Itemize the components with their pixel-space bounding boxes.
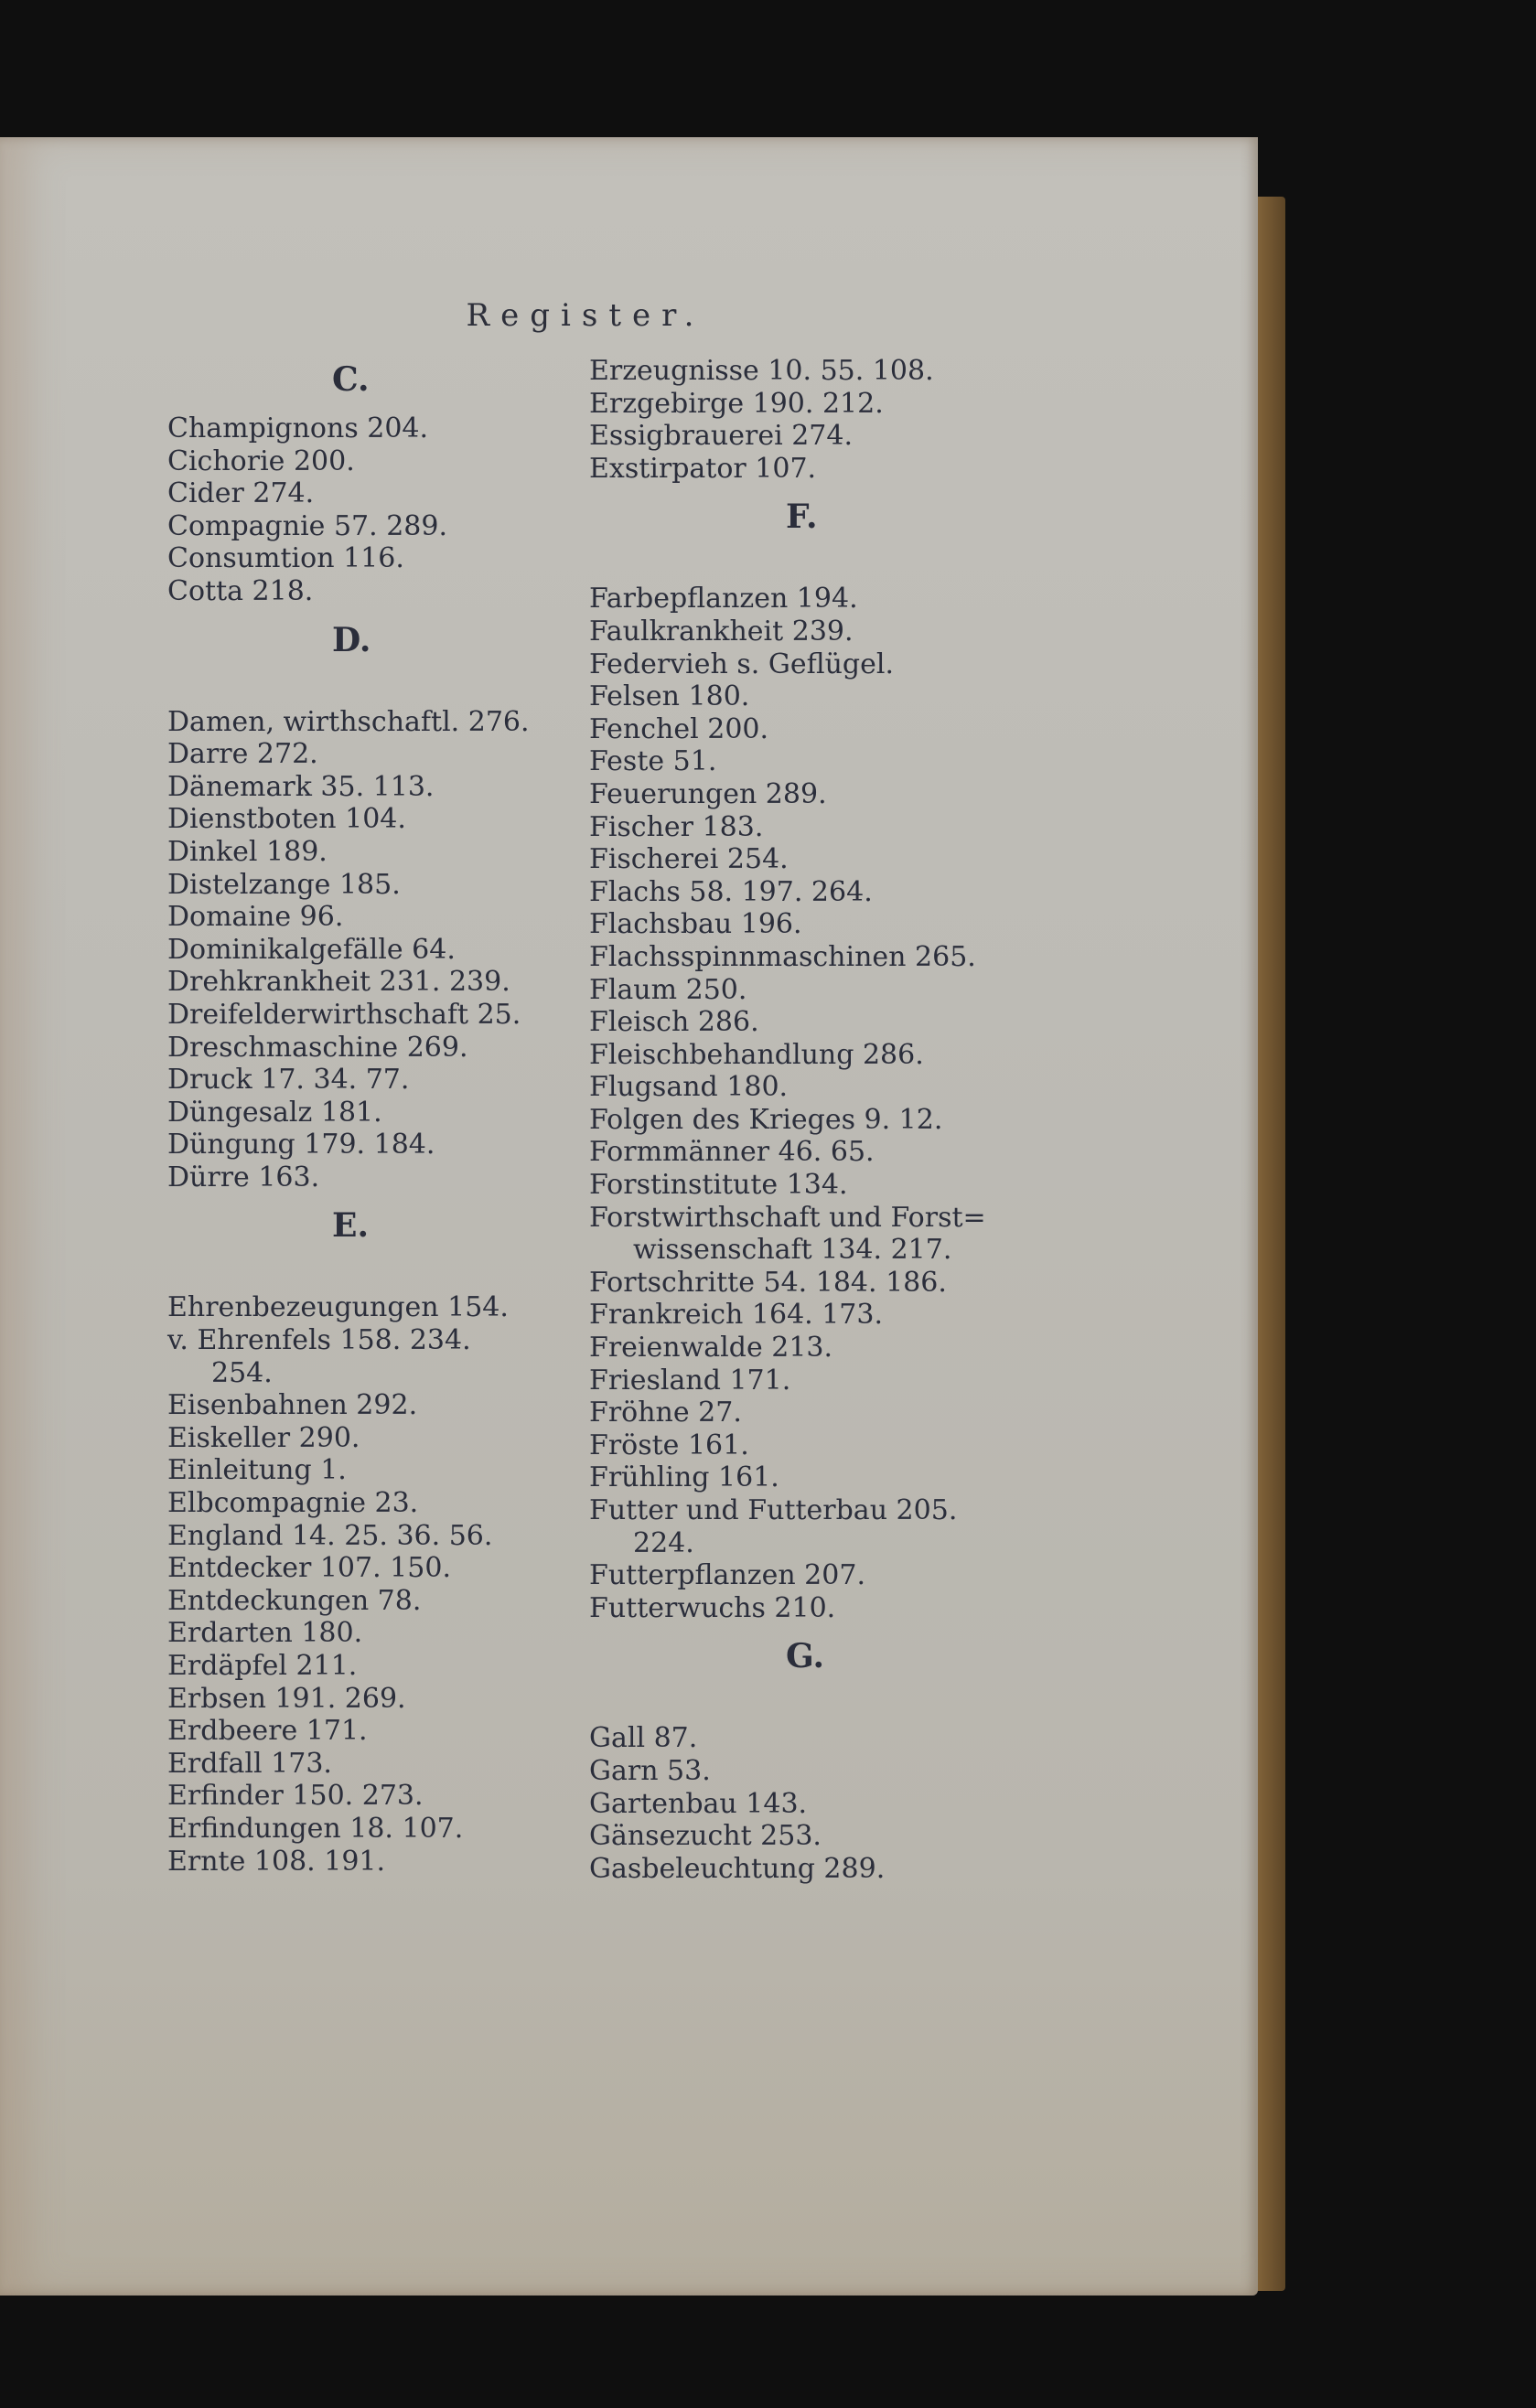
index-entry: Dominikalgefälle 64. — [167, 933, 456, 966]
index-entry: Ehrenbezeugungen 154. — [167, 1291, 509, 1324]
index-entry: Feste 51. — [589, 745, 717, 778]
index-entry: Cotta 218. — [167, 574, 314, 607]
index-entry: Düngung 179. 184. — [167, 1129, 435, 1161]
index-entry: Eiskeller 290. — [167, 1421, 360, 1454]
index-column-left — [167, 348, 588, 1878]
section-letter: D. — [332, 620, 371, 659]
index-entry: Fortschritte 54. 184. 186. — [589, 1266, 947, 1299]
index-entry-continuation: wissenschaft 134. 217. — [633, 1234, 952, 1267]
index-entry: Frankreich 164. 173. — [589, 1299, 884, 1332]
index-entry: Farbepflanzen 194. — [589, 583, 858, 615]
index-entry: Erdarten 180. — [167, 1617, 363, 1650]
index-entry: Erfinder 150. 273. — [167, 1780, 424, 1813]
index-entry: Fleischbehandlung 286. — [589, 1038, 924, 1071]
index-entry: Forstwirthschaft und Forst= — [589, 1201, 986, 1234]
index-column-right — [589, 355, 1028, 1885]
index-entry: Domaine 96. — [167, 901, 344, 934]
index-entry: Futter und Futterbau 205. — [589, 1494, 958, 1526]
index-entry: Eisenbahnen 292. — [167, 1389, 418, 1422]
index-entry: Fischer 183. — [589, 810, 764, 843]
index-entry: Dürre 163. — [167, 1161, 320, 1193]
index-entry: Darre 272. — [167, 738, 318, 771]
index-entry: Entdeckungen 78. — [167, 1584, 422, 1617]
index-entry: Fleisch 286. — [589, 1006, 759, 1039]
index-entry: Dänemark 35. 113. — [167, 770, 435, 803]
index-entry: Federvieh s. Geflügel. — [589, 647, 894, 680]
index-entry: Felsen 180. — [589, 680, 750, 713]
index-entry: Forstinstitute 134. — [589, 1169, 848, 1202]
index-entry: Erdbeere 171. — [167, 1715, 368, 1748]
index-entry: Flugsand 180. — [589, 1071, 789, 1104]
index-entry: Gall 87. — [589, 1722, 698, 1755]
index-entry: Flachsspinnmaschinen 265. — [589, 940, 976, 973]
index-entry: Elbcompagnie 23. — [167, 1487, 419, 1520]
index-entry: Düngesalz 181. — [167, 1096, 382, 1129]
index-entry: Erzeugnisse 10. 55. 108. — [589, 355, 934, 387]
section-letter: F. — [786, 498, 818, 537]
index-entry: Damen, wirthschaftl. 276. — [167, 705, 530, 738]
index-entry: v. Ehrenfels 158. 234. — [167, 1324, 471, 1357]
index-entry: England 14. 25. 36. 56. — [167, 1519, 493, 1552]
index-entry: Erfindungen 18. 107. — [167, 1812, 464, 1845]
index-entry: Freienwalde 213. — [589, 1332, 833, 1365]
index-entry: Friesland 171. — [589, 1364, 791, 1397]
index-entry: Feuerungen 289. — [589, 777, 827, 810]
index-entry: Druck 17. 34. 77. — [167, 1064, 410, 1097]
index-entry: Cichorie 200. — [167, 444, 355, 477]
index-entry: Erdfall 173. — [167, 1747, 332, 1780]
index-entry: Distelzange 185. — [167, 868, 401, 901]
index-entry: Einleitung 1. — [167, 1454, 347, 1487]
index-entry: Dinkel 189. — [167, 835, 328, 868]
index-entry: Gänsezucht 253. — [589, 1820, 822, 1853]
index-entry: Faulkrankheit 239. — [589, 615, 854, 647]
index-entry: Entdecker 107. 150. — [167, 1552, 451, 1585]
index-entry: Flachsbau 196. — [589, 908, 802, 941]
index-entry: Fröhne 27. — [589, 1397, 742, 1429]
section-letter: C. — [332, 360, 370, 399]
index-entry-continuation: 224. — [633, 1526, 694, 1559]
index-entry: Dreschmaschine 269. — [167, 1031, 468, 1064]
index-entry: Essigbrauerei 274. — [589, 420, 854, 453]
section-letter: E. — [332, 1206, 369, 1246]
index-entry: Frühling 161. — [589, 1461, 779, 1494]
index-entry: Futterpflanzen 207. — [589, 1559, 865, 1592]
index-entry: Flaum 250. — [589, 973, 747, 1006]
index-entry: Gartenbau 143. — [589, 1787, 808, 1820]
index-entry: Erbsen 191. 269. — [167, 1682, 406, 1715]
index-entry: Champignons 204. — [167, 412, 429, 444]
index-entry-continuation: 254. — [211, 1356, 273, 1389]
index-entry: Fischerei 254. — [589, 843, 789, 876]
index-entry: Consumtion 116. — [167, 542, 404, 575]
index-entry: Flachs 58. 197. 264. — [589, 875, 873, 908]
index-entry: Fröste 161. — [589, 1429, 749, 1461]
index-entry: Fenchel 200. — [589, 712, 769, 745]
page-title: Register. — [466, 297, 705, 334]
index-entry: Erdäpfel 211. — [167, 1650, 358, 1682]
index-entry: Folgen des Krieges 9. 12. — [589, 1103, 943, 1136]
index-entry: Ernte 108. 191. — [167, 1845, 386, 1878]
index-entry: Exstirpator 107. — [589, 452, 817, 485]
index-entry: Cider 274. — [167, 477, 315, 510]
index-entry: Formmänner 46. 65. — [589, 1136, 875, 1169]
index-entry: Compagnie 57. 289. — [167, 509, 448, 542]
index-entry: Gasbeleuchtung 289. — [589, 1852, 886, 1885]
index-entry: Drehkrankheit 231. 239. — [167, 966, 510, 999]
index-entry: Futterwuchs 210. — [589, 1591, 836, 1624]
index-entry: Dienstboten 104. — [167, 803, 406, 836]
index-entry: Dreifelderwirthschaft 25. — [167, 998, 521, 1031]
index-entry: Erzgebirge 190. 212. — [589, 387, 884, 420]
section-letter: G. — [786, 1637, 824, 1676]
index-entry: Garn 53. — [589, 1754, 711, 1787]
